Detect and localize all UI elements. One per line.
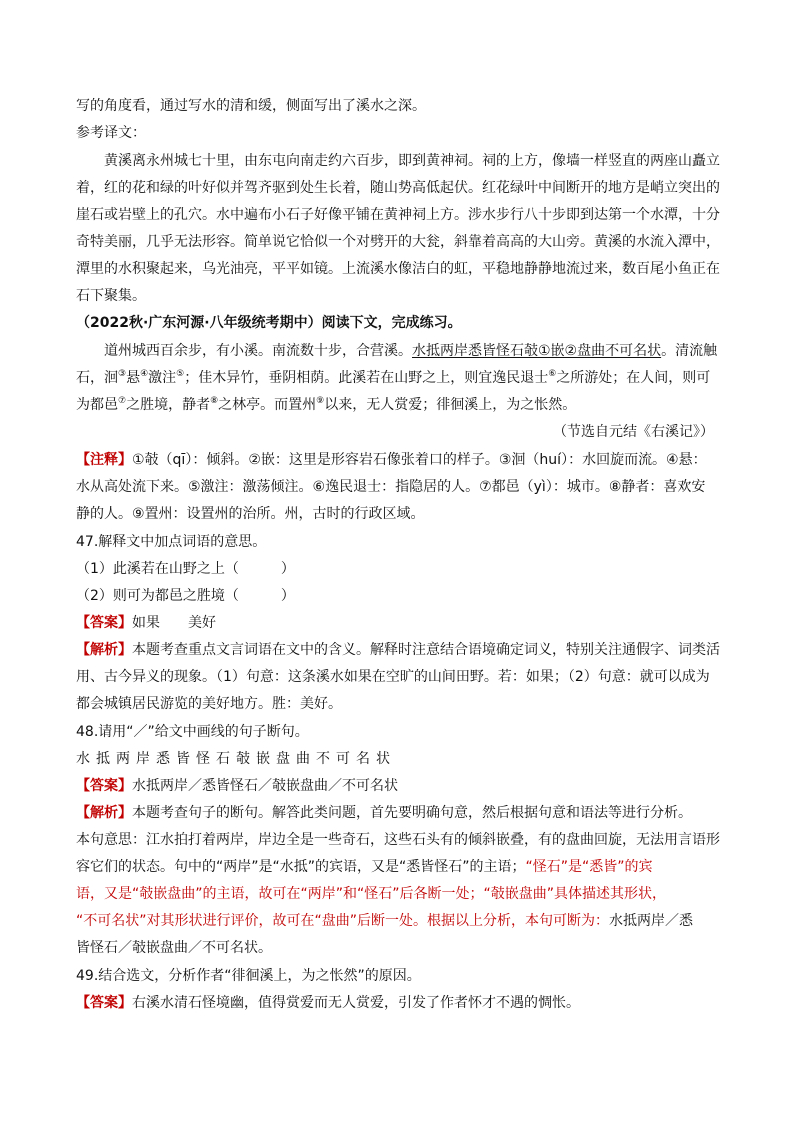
question-item: （2）则可为都邑之胜境（ ）	[76, 588, 295, 604]
text-line: 奇特美丽，几乎无法形容。简单说它恰似一个对劈开的大瓮，斜靠着高高的大山旁。黄溪的水流入潭中，	[76, 234, 720, 250]
analysis-text: 本题考查句子的断句。解答此类问题，首先要明确句意，然后根据句意和语法等进行分析。	[132, 805, 692, 821]
note-marker: ⑦	[118, 396, 127, 406]
analysis-line	[76, 911, 693, 931]
passage-line	[76, 395, 576, 417]
answer-line	[76, 776, 398, 796]
text-span: 。清流触	[661, 343, 718, 359]
note-marker: ④	[140, 369, 149, 379]
answer-line	[76, 993, 580, 1013]
note-marker: ⑨	[316, 396, 325, 406]
annotation-label: 【注释】	[76, 452, 132, 468]
text-line: 崖石或岩壁上的孔穴。水中遍布小石子好像平铺在黄神祠上方。涉水步行八十步即到达第一个水潭，十分	[76, 207, 720, 223]
text-line: 着，红的花和绿的叶好似并驾齐驱到处生长着，随山势高低起伏。红花绿叶中间断开的地方是峭立突出的	[76, 180, 720, 196]
annotation-line: 静的人。⑨置州：设置州的治所。州，古时的行政区域。	[76, 506, 425, 522]
text-span: 之所游处；在人间，则可	[556, 370, 711, 386]
section-heading: （2022秋·广东河源·八年级统考期中）阅读下文，完成练习。	[76, 315, 462, 331]
analysis-line: 都会城镇居民游览的美好地方。胜：美好。	[76, 696, 342, 712]
text-span: 之胜境，静者	[126, 397, 211, 413]
highlighted-text: 语，又是“攲嵌盘曲”的主语，故可在“两岸”和“怪石”后各断一处；“攲嵌盘曲”具体描述其形状，	[76, 886, 667, 902]
note-marker: ⑥	[548, 369, 557, 379]
text-line: 黄溪离永州城七十里，由东屯向南走约六百步，即到黄神祠。祠的上方，像墙一样竖直的两座山矗立	[104, 153, 720, 169]
text-span: 之林亭。而置州	[218, 397, 317, 413]
analysis-line	[76, 640, 720, 660]
text-line: 潭里的水积聚起来，乌光油亮，平平如镜。上流溪水像洁白的虹，平稳地静静地流过来，数百尾小鱼正在	[76, 261, 720, 277]
text-span: 以来，无人赏爱；徘徊溪上，为之怅然。	[324, 397, 577, 413]
translation-heading: 参考译文：	[76, 125, 146, 141]
analysis-line: 本句意思：江水拍打着两岸，岸边全是一些奇石，这些石头有的倾斜嵌叠，有的盘曲回旋，无法用言语形	[76, 832, 720, 848]
answer-label: 【答案】	[76, 778, 132, 794]
question-49: 49.结合选文，分析作者“徘徊溪上，为之怅然”的原因。	[76, 968, 421, 984]
analysis-line: 用、古今异义的现象。（1）句意：这条溪水如果在空旷的山间田野。若：如果；（2）句意：就可以成为	[76, 669, 710, 685]
question-48: 48.请用“／”给文中画线的句子断句。	[76, 724, 309, 740]
highlighted-text: “不可名状”对其形状进行评价，故可在“盘曲”后断一处。根据以上分析，本句可断为：	[76, 913, 610, 929]
analysis-line	[76, 857, 653, 877]
analysis-text: 本题考查重点文言词语在文中的含义。解释时注意结合语境确定词义，特别关注通假字、词类活	[132, 642, 720, 658]
annotation-line	[76, 450, 707, 470]
note-marker: ③	[118, 369, 127, 379]
question-item: （1）此溪若在山野之上（ ）	[76, 561, 295, 577]
question-47: 47.解释文中加点词语的意思。	[76, 534, 267, 550]
text-line: 石下聚集。	[76, 288, 146, 304]
answer-label: 【答案】	[76, 995, 132, 1011]
source-citation: （节选自元结《右溪记》）	[553, 424, 714, 440]
note-marker: ⑤	[176, 369, 185, 379]
analysis-line: 皆怪石／攲嵌盘曲／不可名状。	[76, 940, 272, 956]
highlighted-text: “怪石”是“悉皆”的宾	[525, 859, 653, 875]
note-marker: ⑧	[210, 396, 219, 406]
answer-text: 如果 美好	[132, 615, 216, 631]
answer-line	[76, 613, 216, 633]
text-span: ；佳木异竹，垂阴相荫。此溪若在山野之上，则宜逸民退士	[184, 370, 549, 386]
text-span: 激注	[148, 370, 177, 386]
annotation-line: 水从高处流下来。⑤激注：激荡倾注。⑥逸民退士：指隐居的人。⑦都邑（yì）：城市。⑧静者：喜欢安	[76, 479, 706, 495]
text-span: 石，洄	[76, 370, 118, 386]
text-span: 悬	[126, 370, 141, 386]
text-span: 为都邑	[76, 397, 118, 413]
answer-text: 水抵两岸／悉皆怪石／攲嵌盘曲／不可名状	[132, 778, 398, 794]
analysis-label: 【解析】	[76, 642, 132, 658]
analysis-label: 【解析】	[76, 805, 132, 821]
passage-line	[76, 368, 710, 390]
text-line: 写的角度看，通过写水的清和缓，侧面写出了溪水之深。	[76, 98, 426, 114]
passage-line	[104, 341, 717, 361]
analysis-line	[76, 803, 692, 823]
sentence-to-punctuate: 水抵两岸悉皆怪石攲嵌盘曲不可名状	[76, 751, 396, 767]
text-span: 水抵两岸／悉	[609, 913, 694, 929]
text-span: 道州城西百余步，有小溪。南流数十步，合营溪。	[104, 343, 412, 359]
answer-text: 右溪水清石怪境幽，值得赏爱而无人赏爱，引发了作者怀才不遇的惆怅。	[132, 995, 580, 1011]
answer-label: 【答案】	[76, 615, 132, 631]
text-span: ①攲（qī）：倾斜。②嵌：这里是形容岩石像张着口的样子。③洄（huí）：水回旋而流。④悬：	[132, 452, 707, 468]
text-span: 容它们的状态。句中的“两岸”是“水抵”的宾语，又是“悉皆怪石”的主语；	[76, 859, 526, 875]
underlined-sentence: 水抵两岸悉皆怪石攲①嵌②盘曲不可名状	[412, 343, 662, 359]
